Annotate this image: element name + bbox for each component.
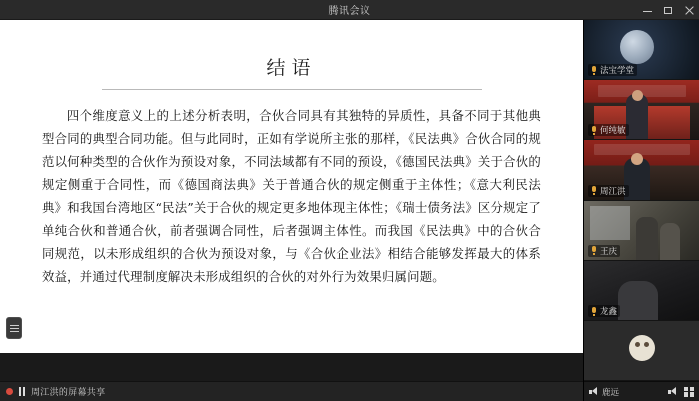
title-bar [0,0,699,20]
microphone-icon [591,186,597,195]
active-speaker-indicator[interactable] [589,386,619,398]
participant-name: 龙鑫 [600,306,618,317]
participant-tile[interactable] [584,20,699,79]
close-icon[interactable] [684,5,695,16]
bottom-status-bar [0,381,583,401]
slide-content [0,20,583,353]
participant-name: 何纯敏 [600,125,626,136]
shared-screen[interactable] [0,20,583,381]
slide-title: 结语 [266,57,317,79]
side-panel-handle[interactable] [6,317,22,339]
participant-name-badge [588,64,637,76]
participant-tile[interactable] [584,201,699,260]
participant-name: 周江洪 [600,185,626,196]
participant-tile[interactable] [584,261,699,320]
participant-name-badge [588,124,629,136]
recording-dot-icon [6,388,13,395]
window-controls [642,0,695,20]
grid-layout-icon[interactable] [684,387,694,397]
volume-icon[interactable] [668,387,678,396]
participant-tile[interactable] [584,140,699,199]
participant-rail [583,20,699,401]
avatar [584,321,699,380]
participant-name: 王庆 [600,245,618,256]
window-title: 腾讯会议 [328,6,371,17]
microphone-icon [591,126,597,135]
microphone-icon [591,307,597,316]
microphone-icon [591,246,597,255]
rail-footer [584,381,699,401]
participant-name-badge [588,245,620,257]
maximize-icon[interactable] [663,5,674,16]
speaker-icon [589,387,599,396]
participant-name-badge [588,305,620,317]
participant-tile[interactable] [584,321,699,380]
participant-name-badge [588,185,629,197]
slide-paragraph: 四个维度意义上的上述分析表明，合伙合同具有其独特的异质性，具备不同于其他典型合同的典型合同功能。但与此同时，正如有学说所主张的那样，《民法典》合伙合同的规范以何种类型的合伙作为预设对象，不同法域都有不同的预设，《德国民法典》关于合伙的规定侧重于合同性，而《德国商法典》关于普通合伙的规定侧重于主体性；《意大利民法典》和我国台湾地区“民法”关于合伙的规定更多地体现主体性；《瑞士债务法》区分规定了单纯合伙和普通合伙，前者强调合同性，后者强调主体性。而我国《民法典》中的合伙合同规范，以未形成组织的合伙为预设对象，与《合伙企业法》相结合能够发挥最大的体系效益，并通过代理制度解决未形成组织的合伙的对外行为效果归属问题。 [42,108,541,284]
active-speaker-name: 鹿远 [602,386,620,397]
share-stage [0,20,583,401]
window-body [0,20,699,401]
share-status-label: 周江洪的屏幕共享 [31,387,106,397]
participant-tile[interactable] [584,80,699,139]
microphone-icon [591,66,597,75]
slide-divider [102,89,482,90]
participant-name: 法宝学堂 [600,65,635,76]
minimize-icon[interactable] [642,5,653,16]
pause-icon[interactable] [19,387,25,396]
